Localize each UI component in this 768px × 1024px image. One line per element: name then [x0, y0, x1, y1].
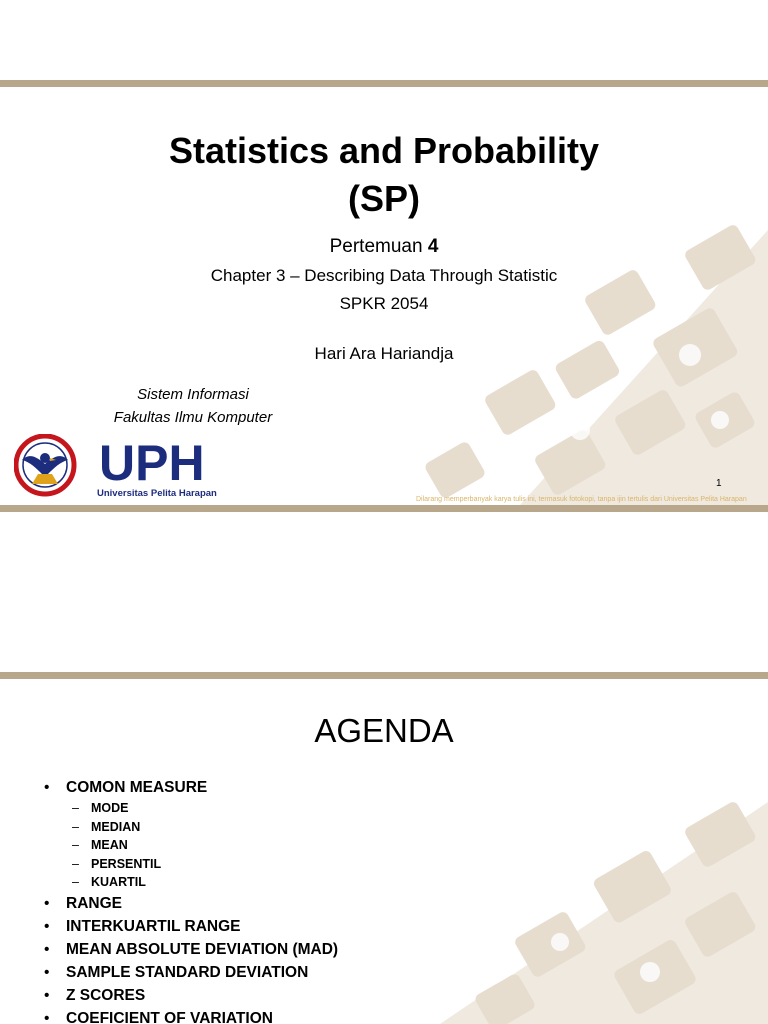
uph-logo	[14, 434, 254, 500]
course-code: SPKR 2054	[339, 294, 429, 313]
presentation-title-line2: (SP)	[348, 178, 420, 219]
list-item: • INTERKUARTIL RANGE	[44, 915, 338, 938]
list-item: – MEAN	[66, 836, 338, 855]
list-item: • RANGE	[44, 892, 338, 915]
meeting-label: Pertemuan	[329, 236, 423, 257]
agenda-sublist	[66, 799, 338, 892]
list-item	[44, 776, 338, 892]
copyright-notice: Dilarang memperbanyak karya tulis ini, termasuk fotokopi, tanpa ijin tertulis dari Universitas Pelita Harapan	[416, 496, 747, 503]
list-item: • SAMPLE STANDARD DEVIATION	[44, 961, 338, 984]
agenda-title: AGENDA	[314, 712, 454, 749]
lecturer-name: Hari Ara Hariandja	[314, 344, 454, 363]
list-item: – MEDIAN	[66, 818, 338, 837]
faculty-name: Fakultas Ilmu Komputer	[113, 409, 273, 426]
list-item: • Z SCORES	[44, 984, 338, 1007]
logo-subtitle: Universitas Pelita Harapan	[97, 488, 217, 499]
agenda-list	[44, 776, 338, 1024]
list-item: • MEAN ABSOLUTE DEVIATION (MAD)	[44, 938, 338, 961]
agenda-slide	[0, 672, 768, 1024]
meeting-line	[0, 236, 768, 258]
logo-wordmark: UPH	[99, 435, 205, 491]
meeting-number: 4	[427, 236, 439, 257]
department-name: Sistem Informasi	[137, 386, 249, 403]
agenda-item-label: COMON MEASURE	[66, 779, 208, 796]
list-item: – MODE	[66, 799, 338, 818]
chapter-title: Chapter 3 – Describing Data Through Statistic	[210, 266, 558, 285]
list-item: – PERSENTIL	[66, 855, 338, 874]
list-item: • COEFICIENT OF VARIATION	[44, 1007, 338, 1024]
presentation-title-line1: Statistics and Probability	[168, 130, 600, 171]
list-item: – KUARTIL	[66, 873, 338, 892]
page-number: 1	[716, 478, 722, 489]
